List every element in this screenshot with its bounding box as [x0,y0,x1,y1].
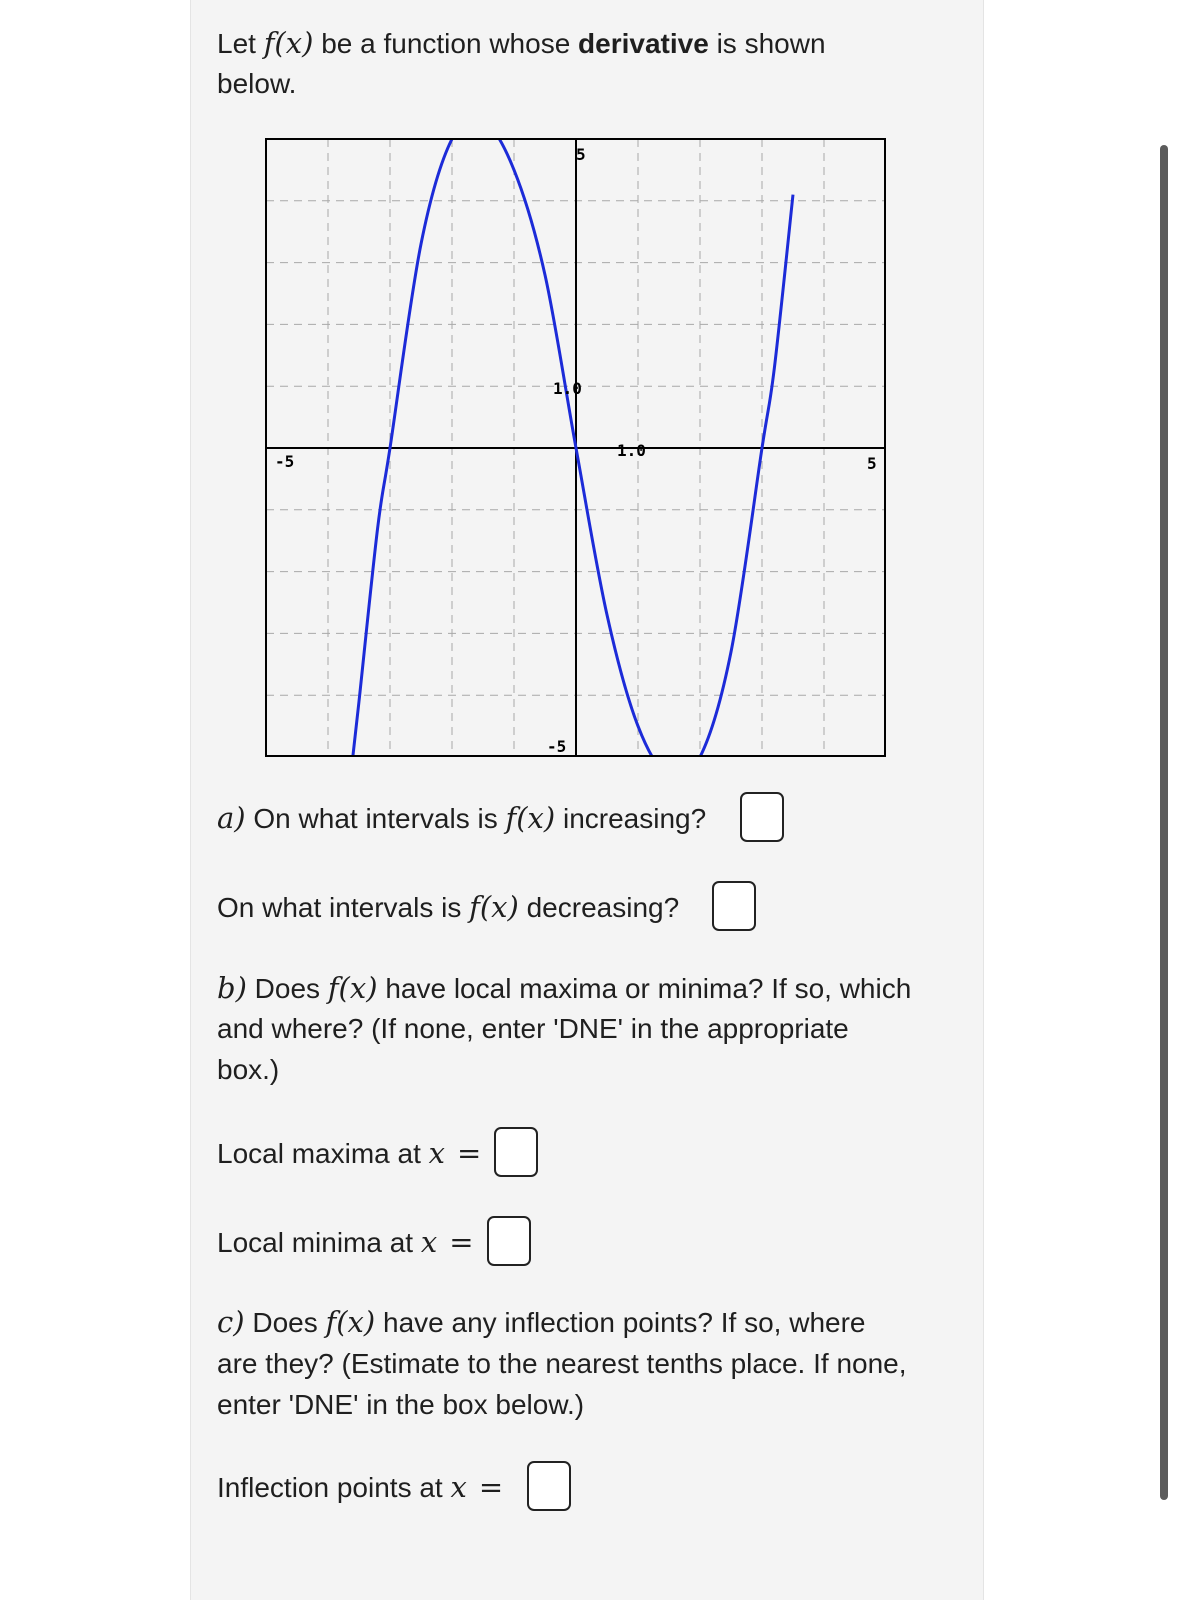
part-b-line-2: and where? (If none, enter 'DNE' in the appropriate [217,1013,849,1044]
part-a-question-1 [217,797,706,840]
local-minima-label [217,1221,482,1264]
y-min-label: -5 [547,737,567,756]
part-c-label: c) [217,1305,245,1339]
local-minima-input[interactable] [487,1216,531,1266]
increasing-intervals-input[interactable] [740,792,784,842]
intro-text: Let [217,28,264,59]
part-c-text: Does [244,1307,326,1338]
part-c-text: have any inflection points? If so, where [375,1307,866,1338]
derivative-graph [265,138,887,758]
part-a-text: On what intervals is [217,892,470,923]
x-unit-label: 1.0 [617,441,646,460]
var-x: x [428,1136,445,1170]
intro-text: is shown [708,28,826,59]
part-b-label: b) [217,971,247,1005]
part-b-text: have local maxima or minima? If so, which [377,973,912,1004]
local-minima-text: Local minima at [217,1227,421,1258]
equals-sign: = [449,1225,474,1259]
part-c-line-2: are they? (Estimate to the nearest tenths place. If none, [217,1348,907,1379]
part-a-fx: f(x) [469,890,519,924]
var-x: x [420,1225,438,1259]
x-min-label: -5 [275,452,295,471]
part-c-line-3: enter 'DNE' in the box below.) [217,1389,585,1420]
part-a-question-2 [217,886,679,929]
y-max-label: 5 [576,145,586,164]
intro-fx: f(x) [263,26,314,60]
part-c-fx: f(x) [325,1305,376,1339]
part-a-label: a) [217,801,246,835]
equals-sign: = [457,1136,482,1170]
intro-bold-derivative: derivative [578,28,709,59]
part-b-line-3: box.) [217,1054,280,1085]
part-b-text: Does [246,973,328,1004]
y-unit-label: 1.0 [553,379,582,398]
x-max-label: 5 [867,454,877,473]
part-c-line-1 [217,1301,866,1344]
part-a-text: On what intervals is [245,803,506,834]
decreasing-intervals-input[interactable] [712,881,756,931]
local-maxima-text: Local maxima at [217,1138,429,1169]
intro-line-2: below. [217,68,297,99]
var-x: x [450,1470,467,1504]
inflection-points-label [217,1466,511,1509]
part-a-text: decreasing? [518,892,680,923]
inflection-text: Inflection points at [217,1472,451,1503]
part-a-text: increasing? [555,803,707,834]
intro-text: be a function whose [313,28,579,59]
local-maxima-input[interactable] [494,1127,538,1177]
part-b-line-1 [217,967,911,1010]
part-b-fx: f(x) [327,971,378,1005]
scrollbar[interactable] [1160,145,1168,1500]
inflection-points-input[interactable] [527,1461,571,1511]
intro-line-1 [217,22,826,65]
equals-sign: = [478,1470,504,1504]
local-maxima-label [217,1132,489,1175]
part-a-fx: f(x) [505,801,556,835]
